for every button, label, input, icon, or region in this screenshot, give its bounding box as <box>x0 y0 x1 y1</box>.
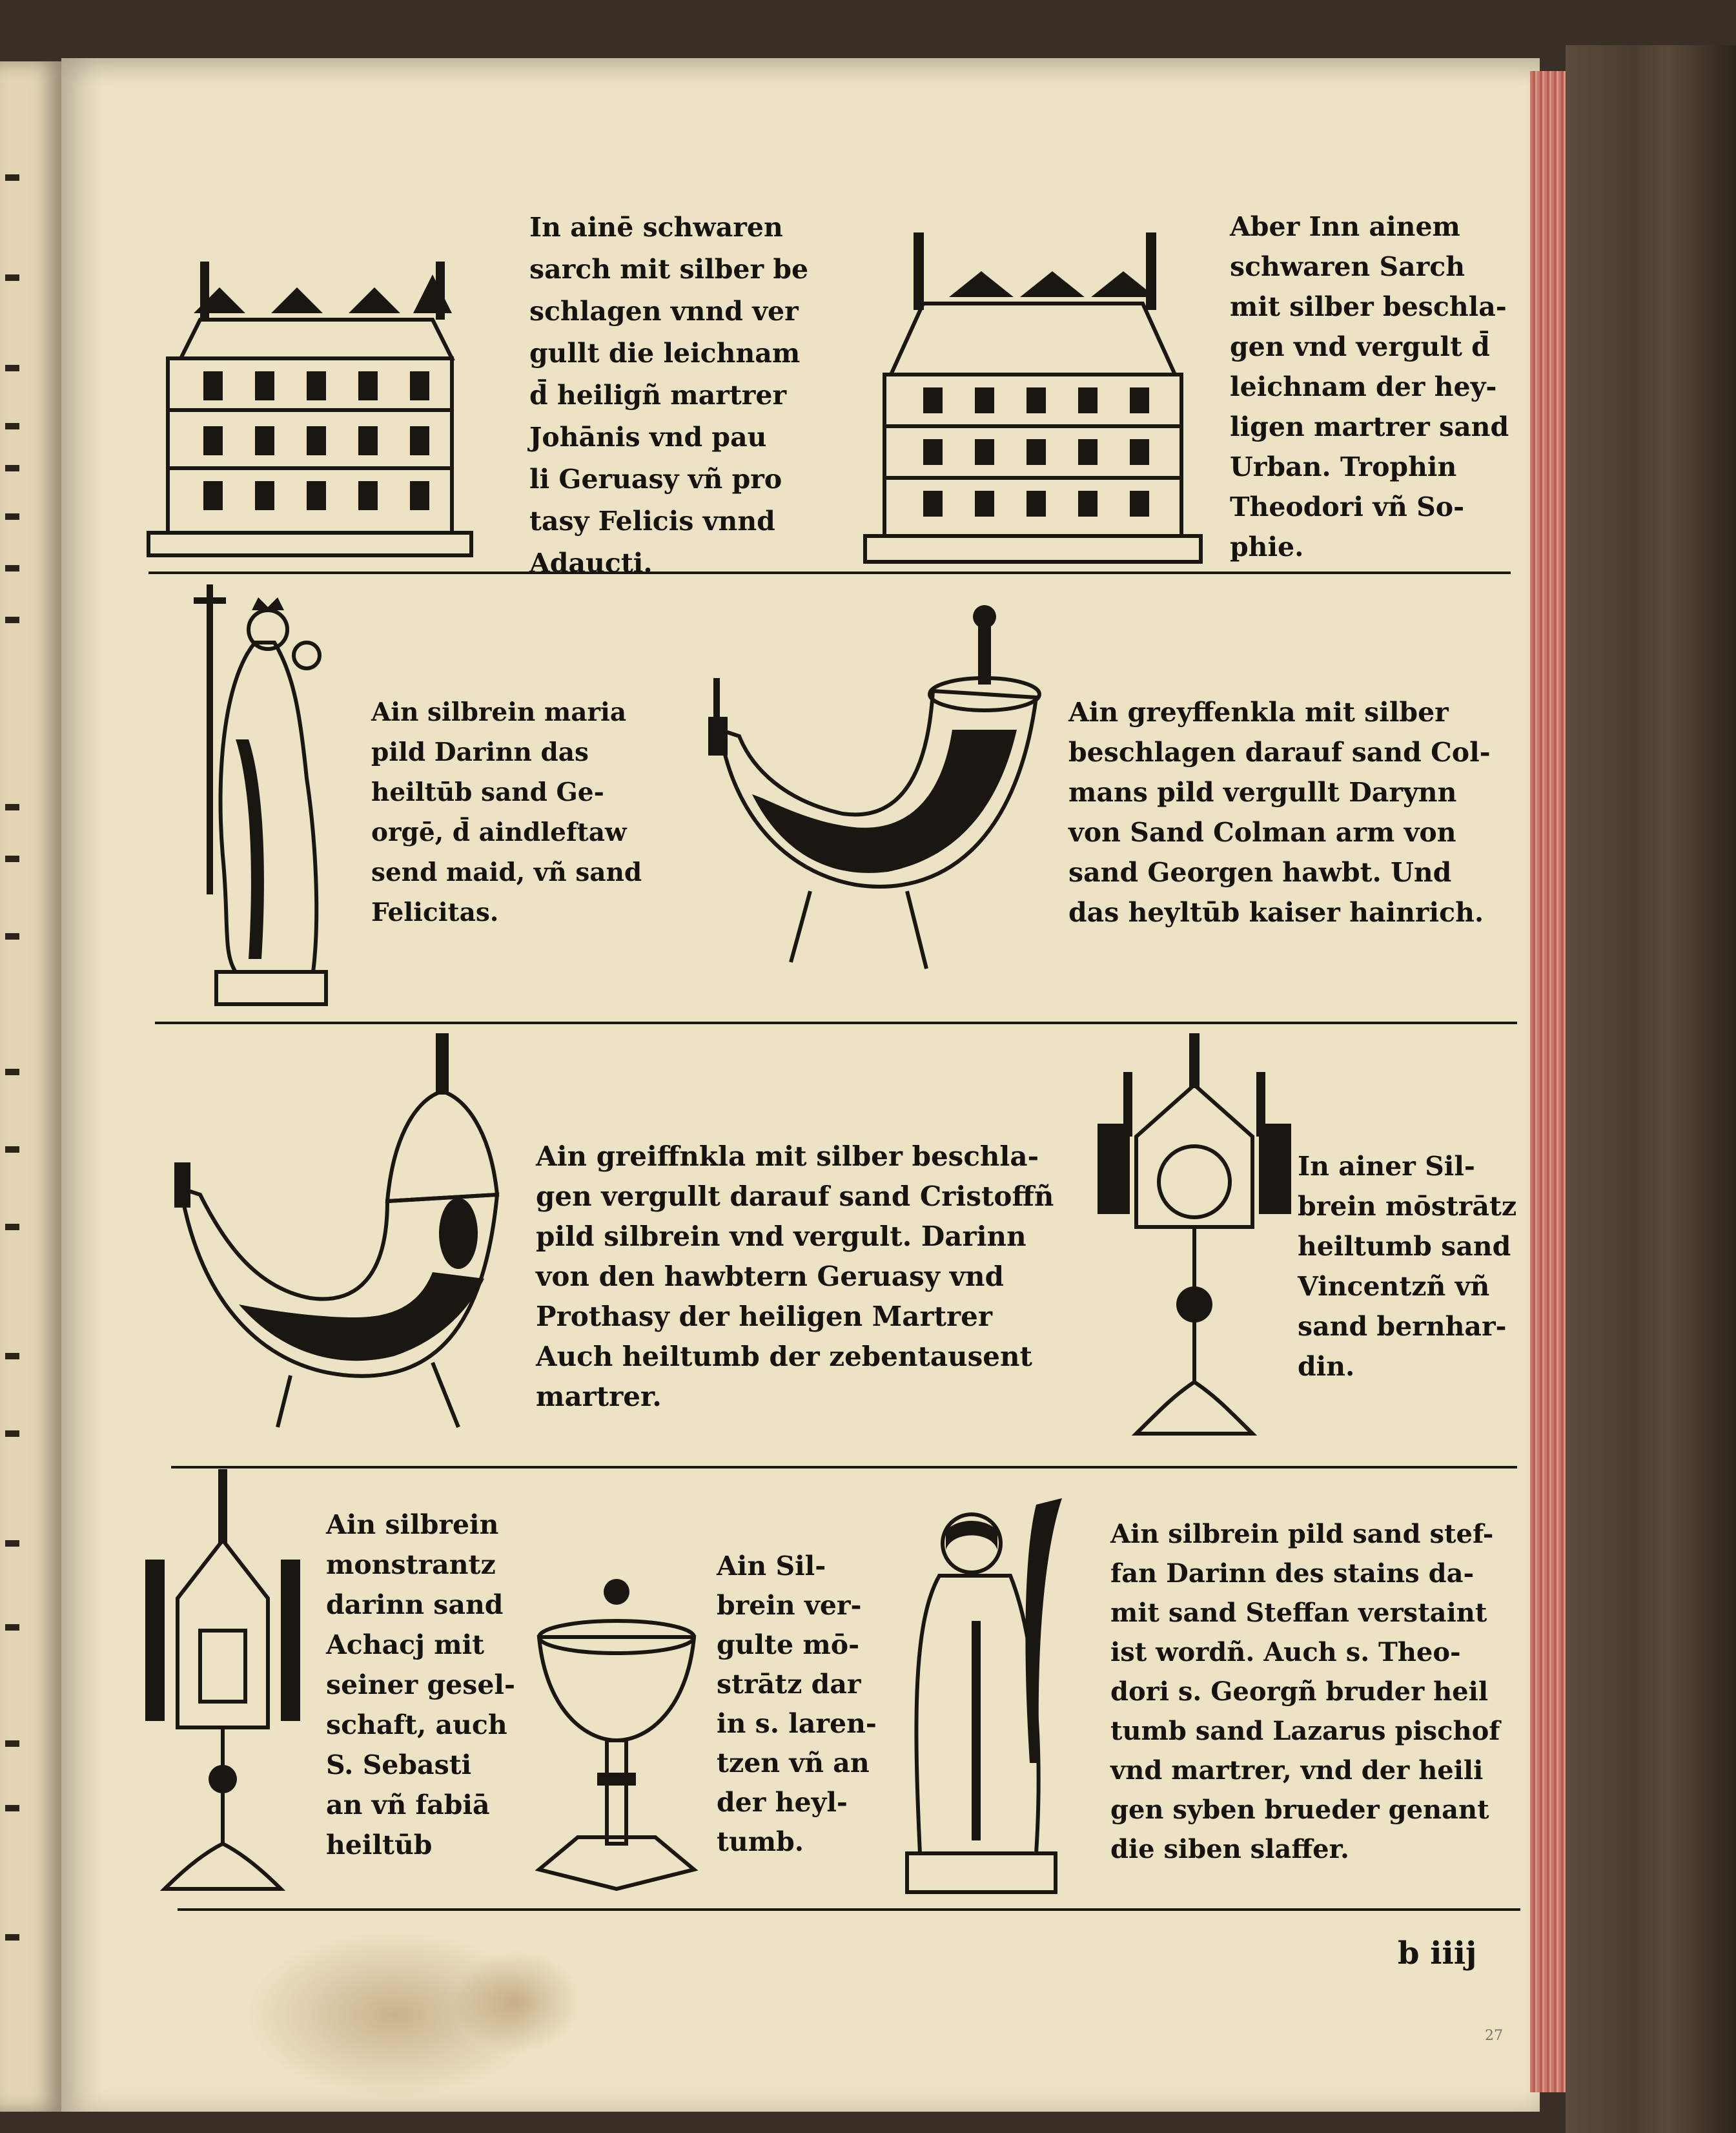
pencil-note: 27 <box>1485 2028 1503 2044</box>
entry-monstrance-achatius: Ain silbrein monstrantz darinn sand Achacj mit seiner gesel- schaft, auch S. Sebasti an vñ fabiā heiltūb <box>326 1509 516 1860</box>
book-binding <box>1566 45 1736 2133</box>
left-page-edge <box>0 61 61 2112</box>
monstrance-icon <box>1098 1033 1291 1453</box>
monstrance-icon <box>139 1469 307 1902</box>
section-rule <box>171 1466 1517 1468</box>
signature-mark: b iiij <box>1398 1935 1477 1972</box>
drinking-horn-icon <box>161 1033 536 1447</box>
reliquary-shrine-icon <box>852 232 1220 568</box>
entry-monstrance-lorenz: Ain Sil- brein ver- gulte mō- strātz dar in s. laren- tzen vñ an der heyl- tumb. <box>717 1551 877 1857</box>
entry-monstrance-vincent: In ainer Sil- brein mōstrātz heiltumb sand Vincentzñ vñ sand bernhar- din. <box>1298 1151 1517 1382</box>
madonna-statue-icon <box>178 584 358 1011</box>
saint-statue-icon <box>894 1492 1088 1905</box>
entry-horn-christopher: Ain greiffnkla mit silber beschla- gen vergullt darauf sand Cristoffñ pild silbrein vnd vergult. Darinn von den hawbtern Geruasy vnd Prothasy der heiligen Martrer Auch heiltumb der zebentausent martrer. <box>536 1140 1054 1412</box>
drinking-horn-icon <box>694 601 1056 994</box>
chalice-icon <box>526 1579 707 1895</box>
entry-shrine-johannes-paulus: In ainē schwaren sarch mit silber be schlagen vnnd ver gullt die leichnam d̄ heiligñ martrer Johānis vnd pau li Geruasy vñ pro tasy Felicis vnnd Adaucti. <box>529 212 809 579</box>
entry-shrine-urban: Aber Inn ainem schwaren Sarch mit silber beschla- gen vnd vergult d̄ leichnam der hey- ligen martrer sand Urban. Trophin Theodori vñ So- phie. <box>1230 211 1509 562</box>
section-rule <box>178 1908 1520 1911</box>
section-rule <box>155 1022 1517 1024</box>
water-stain <box>452 1950 581 2054</box>
entry-horn-colman: Ain greyffenkla mit silber beschlagen darauf sand Col- mans pild vergullt Darynn von Sand Colman arm von sand Georgen hawbt. Und das heyltūb kaiser hainrich. <box>1068 697 1491 928</box>
entry-statue-stephen: Ain silbrein pild sand stef- fan Darinn des stains da- mit sand Steffan verstaint ist wordñ. Auch s. Theo- dori s. Georgñ bruder heil tumb sand Lazarus pischof vnd martrer, vnd der heili gen syben brueder genant die siben slaffer. <box>1110 1519 1500 1864</box>
entry-madonna-george: Ain silbrein maria pild Darinn das heiltūb sand Ge- orgē, d̄ aindleftaw send maid, vñ sand Felicitas. <box>371 697 642 927</box>
reliquary-shrine-icon <box>142 262 491 565</box>
